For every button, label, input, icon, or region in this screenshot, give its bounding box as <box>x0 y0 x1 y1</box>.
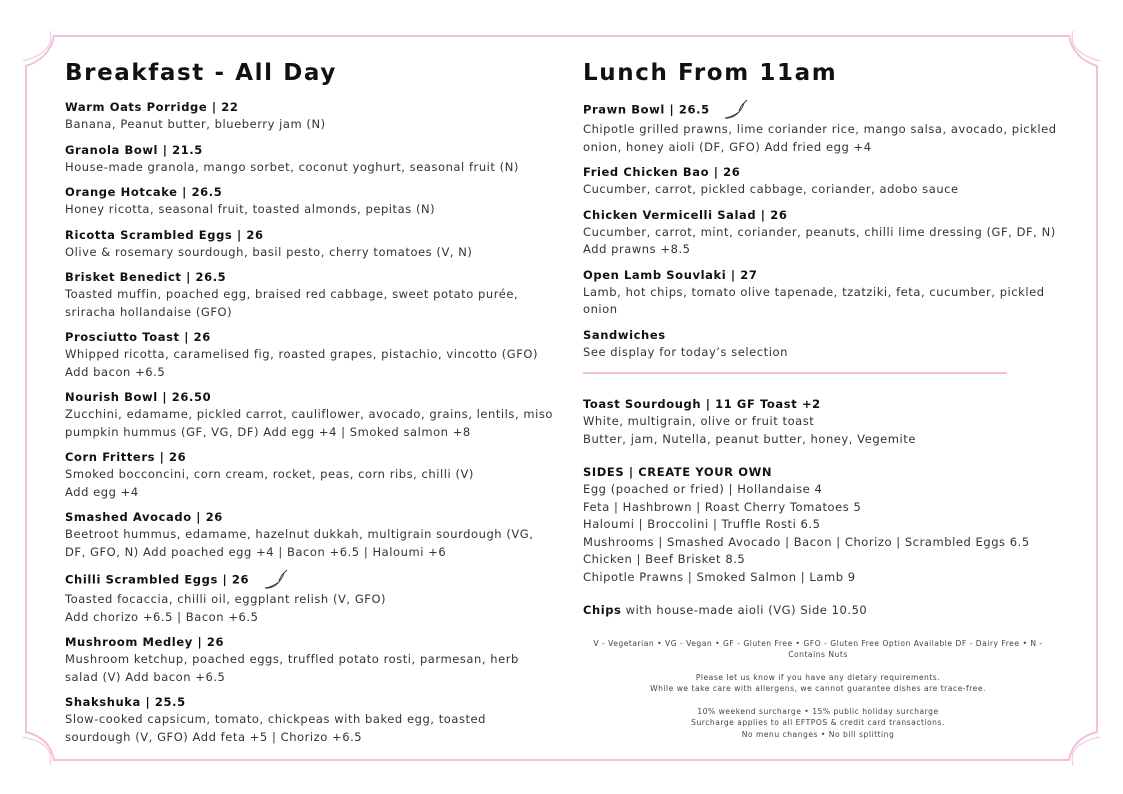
item-title: Ricotta Scrambled Eggs | 26 <box>65 227 264 242</box>
item-title: Granola Bowl | 21.5 <box>65 142 203 157</box>
chips-title: Chips <box>583 603 622 617</box>
menu-item <box>65 449 555 501</box>
item-title: Corn Fritters | 26 <box>65 450 187 464</box>
item-description: Slow-cooked capsicum, tomato, chickpeas with baked egg, toasted sourdough (V, GFO) Add feta +5 | Chorizo +6.5 <box>65 712 487 744</box>
item-description: Whipped ricotta, caramelised fig, roasted grapes, pistachio, vincotto (GFO) Add bacon +6.5 <box>65 347 539 379</box>
menu-item <box>65 389 555 441</box>
lunch-section <box>583 58 1073 751</box>
toast-line: Butter, jam, Nutella, peanut butter, honey, Vegemite <box>583 431 916 446</box>
item-description: Lamb, hot chips, tomato olive tapenade, tzatziki, feta, cucumber, pickled onion <box>583 284 1045 316</box>
item-title: Nourish Bowl | 26.50 <box>65 390 212 404</box>
item-description: Olive & rosemary sourdough, basil pesto, cherry tomatoes (V, N) <box>65 244 473 259</box>
menu-item <box>583 327 1073 362</box>
item-description: Smoked bocconcini, corn cream, rocket, peas, corn ribs, chilli (V) <box>65 467 474 481</box>
surcharge-line: Surcharge applies to all EFTPOS & credit card transactions. <box>691 718 945 727</box>
item-description: Cucumber, carrot, mint, coriander, peanuts, chilli lime dressing (GF, DF, N) Add prawns +8.5 <box>583 224 1056 256</box>
chips-line <box>583 602 1073 620</box>
menu-item <box>583 99 1073 156</box>
item-description: Banana, Peanut butter, blueberry jam (N) <box>65 117 326 131</box>
item-title: Fried Chicken Bao | 26 <box>583 165 741 179</box>
breakfast-heading: Breakfast - All Day <box>65 60 337 86</box>
lunch-heading: Lunch From 11am <box>583 60 838 86</box>
item-title: Open Lamb Souvlaki | 27 <box>583 267 758 282</box>
sides-line: Chipotle Prawns | Smoked Salmon | Lamb 9 <box>583 569 856 584</box>
item-title: Sandwiches <box>583 327 666 342</box>
chilli-icon <box>722 99 748 121</box>
breakfast-section <box>65 58 555 754</box>
item-title: Chicken Vermicelli Salad | 26 <box>583 207 788 222</box>
menu-item <box>583 164 1073 199</box>
sides-line: Egg (poached or fried) | Hollandaise 4 <box>583 482 823 496</box>
item-description: Beetroot hummus, edamame, hazelnut dukkah, multigrain sourdough (VG, DF, GFO, N) Add poached egg +4 | Bacon +6.5 | Haloumi +6 <box>65 527 534 559</box>
item-title-row <box>583 99 1073 121</box>
sides-block <box>583 464 1073 586</box>
toast-line: White, multigrain, olive or fruit toast <box>583 414 815 428</box>
item-title-row <box>65 569 555 591</box>
toast-block <box>583 396 1073 448</box>
footnotes <box>583 638 1053 741</box>
surcharge-notice <box>583 706 1053 741</box>
menu-item <box>65 99 555 134</box>
sides-line: Mushrooms | Smashed Avocado | Bacon | Chorizo | Scrambled Eggs 6.5 <box>583 534 1030 549</box>
menu-item <box>65 569 555 626</box>
item-description: Mushroom ketchup, poached eggs, truffled potato rosti, parmesan, herb salad (V) Add bacon +6.5 <box>65 652 519 684</box>
section-divider <box>583 372 1007 374</box>
item-description: Chipotle grilled prawns, lime coriander rice, mango salsa, avocado, pickled onion, honey aioli (DF, GFO) Add fried egg +4 <box>583 122 1057 154</box>
item-description: Zucchini, edamame, pickled carrot, cauliflower, avocado, grains, lentils, miso pumpkin hummus (GF, VG, DF) Add egg +4 | Smoked salmon +8 <box>65 407 553 439</box>
item-description: House-made granola, mango sorbet, coconut yoghurt, seasonal fruit (N) <box>65 159 519 174</box>
item-title: Chilli Scrambled Eggs | 26 <box>65 572 250 587</box>
sides-line: Haloumi | Broccolini | Truffle Rosti 6.5 <box>583 517 821 531</box>
menu-item <box>583 207 1073 259</box>
sides-line: Chicken | Beef Brisket 8.5 <box>583 552 746 566</box>
dietary-notice-line: Please let us know if you have any dietary requirements. <box>695 672 941 682</box>
menu-item <box>65 329 555 381</box>
item-title: Brisket Benedict | 26.5 <box>65 270 227 284</box>
menu-item <box>65 509 555 561</box>
item-description: Toasted focaccia, chilli oil, eggplant relish (V, GFO) <box>65 592 387 606</box>
item-extra: Add chorizo +6.5 | Bacon +6.5 <box>65 609 259 624</box>
menu-item <box>583 267 1073 319</box>
dietary-notice-line: While we take care with allergens, we cannot guarantee dishes are trace-free. <box>650 684 986 693</box>
surcharge-line: 10% weekend surcharge • 15% public holiday surcharge <box>697 706 939 716</box>
item-title: Mushroom Medley | 26 <box>65 635 225 649</box>
menu-item <box>65 634 555 686</box>
item-title: Prawn Bowl | 26.5 <box>583 102 710 117</box>
dietary-notice <box>583 672 1053 695</box>
item-description: See display for today’s selection <box>583 344 788 359</box>
menu-item <box>65 142 555 177</box>
menu-item <box>65 184 555 219</box>
surcharge-line: No menu changes • No bill splitting <box>741 729 895 739</box>
item-title: Warm Oats Porridge | 22 <box>65 100 239 114</box>
toast-title: Toast Sourdough | 11 GF Toast +2 <box>583 397 821 411</box>
menu-item <box>65 227 555 262</box>
menu-item <box>65 694 555 746</box>
dietary-legend: V - Vegetarian • VG - Vegan • GF - Gluten Free • GFO - Gluten Free Option Available DF - Dairy Free • N - Contains Nuts <box>593 638 1043 659</box>
item-title: Shakshuka | 25.5 <box>65 695 186 709</box>
sides-line: Feta | Hashbrown | Roast Cherry Tomatoes 5 <box>583 499 862 514</box>
chips-text: with house-made aioli (VG) Side 10.50 <box>621 603 868 617</box>
item-extra: Add egg +4 <box>65 484 139 499</box>
item-description: Honey ricotta, seasonal fruit, toasted almonds, pepitas (N) <box>65 202 436 216</box>
chilli-icon <box>262 569 288 591</box>
item-title: Smashed Avocado | 26 <box>65 510 223 524</box>
item-title: Orange Hotcake | 26.5 <box>65 185 223 199</box>
item-description: Cucumber, carrot, pickled cabbage, coriander, adobo sauce <box>583 182 959 196</box>
sides-title: SIDES | CREATE YOUR OWN <box>583 465 773 479</box>
item-description: Toasted muffin, poached egg, braised red cabbage, sweet potato purée, sriracha hollandaise (GFO) <box>65 287 519 319</box>
item-title: Prosciutto Toast | 26 <box>65 330 211 344</box>
menu-item <box>65 269 555 321</box>
